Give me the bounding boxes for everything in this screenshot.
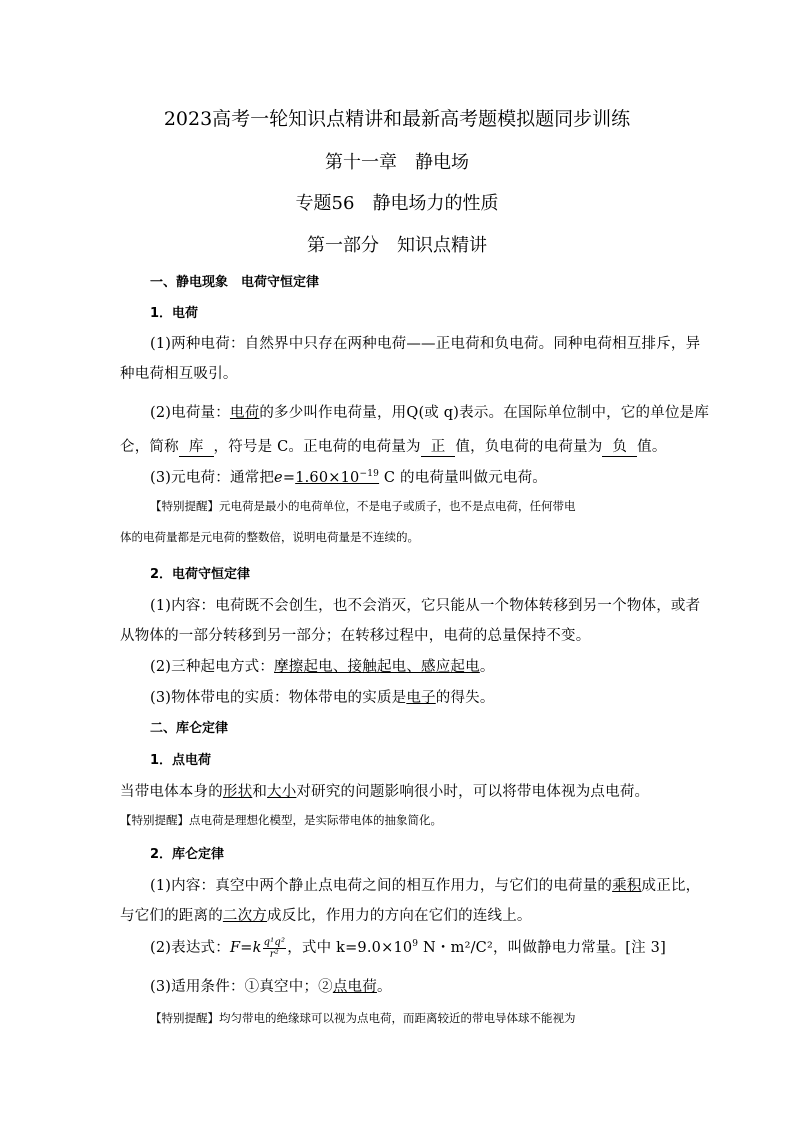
topic-title: 专题56 静电场力的性质 [295, 193, 499, 214]
part-title: 第一部分 知识点精讲 [307, 235, 487, 256]
para-conservation-line2: 从物体的一部分转移到另一部分；在转移过程中，电荷的总量保持不变。 [120, 628, 591, 644]
para-charge-amount-line1: (2)电荷量：电荷的多少叫作电荷量，用Q(或 q)表示。在国际单位制中，它的单位是库 [150, 405, 710, 421]
section-heading-1: 一、静电现象 电荷守恒定律 [150, 275, 320, 290]
para-point-charge: 当带电体本身的形状和大小对研究的问题影响很小时，可以将带电体视为点电荷。 [120, 784, 650, 800]
chapter-title: 第十一章 静电场 [325, 152, 469, 173]
para-coulomb-content-line2: 与它们的距离的二次方成反比，作用力的方向在它们的连线上。 [120, 908, 532, 924]
main-title: 2023高考一轮知识点精讲和最新高考题模拟题同步训练 [163, 108, 631, 130]
subheading-coulomb-law: 2．库仑定律 [150, 847, 225, 862]
note-elementary-line1: 【特别提醒】元电荷是最小的电荷单位，不是电子或质子，也不是点电荷，任何带电 [150, 499, 576, 513]
para-charge-amount-line2: 仑，简称 库 ，符号是 C。正电荷的电荷量为 正 值，负电荷的电荷量为 负 值。 [120, 439, 667, 455]
para-coulomb-conditions: (3)适用条件：①真空中；②点电荷。 [150, 979, 392, 995]
blank-positive: 正 [421, 440, 456, 457]
subheading-conservation: 2．电荷守恒定律 [150, 567, 251, 582]
note-uniform-sphere: 【特别提醒】均匀带电的绝缘球可以视为点电荷，而距离较近的带电导体球不能视为 [150, 1011, 576, 1025]
para-two-charges-line2: 种电荷相互吸引。 [120, 366, 238, 382]
subheading-point-charge: 1．点电荷 [150, 753, 212, 768]
formula-fraction: $\frac{\text{q¹q²}}{\text{r²}}$ [263, 936, 286, 960]
section-heading-2: 二、库仑定律 [150, 721, 229, 736]
para-two-charges-line1: (1)两种电荷：自然界中只存在两种电荷——正电荷和负电荷。同种电荷相互排斥，异 [150, 336, 701, 352]
note-elementary-line2: 体的电荷量都是元电荷的整数倍，说明电荷量是不连续的。 [120, 530, 419, 544]
blank-negative: 负 [602, 440, 637, 457]
para-coulomb-content-line1: (1)内容：真空中两个静止点电荷之间的相互作用力，与它们的电荷量的乘积成正比， [150, 878, 701, 894]
para-elementary-charge: (3)元电荷：通常把$e=1.60\times 10^{-19}$ C 的电荷量叫做元电荷。 [150, 469, 547, 486]
para-coulomb-formula: (2)表达式：F=k $\frac{\text{q¹q²}}{\text{r²}}$ ，式中 $k=9.0\times 10^9$ N・m²/C²，叫做静电力常量。[注 3] [150, 936, 666, 960]
para-charging-essence: (3)物体带电的实质：物体带电的实质是电子的得失。 [150, 690, 495, 706]
note-point-charge: 【特别提醒】点电荷是理想化模型，是实际带电体的抽象简化。 [120, 813, 442, 827]
blank-coulomb: 库 [179, 440, 214, 457]
para-conservation-line1: (1)内容：电荷既不会创生，也不会消灭，它只能从一个物体转移到另一个物体，或者 [150, 598, 701, 614]
subheading-charge: 1．电荷 [150, 306, 199, 321]
para-electrification-methods: (2)三种起电方式：摩擦起电、接触起电、感应起电。 [150, 659, 495, 675]
